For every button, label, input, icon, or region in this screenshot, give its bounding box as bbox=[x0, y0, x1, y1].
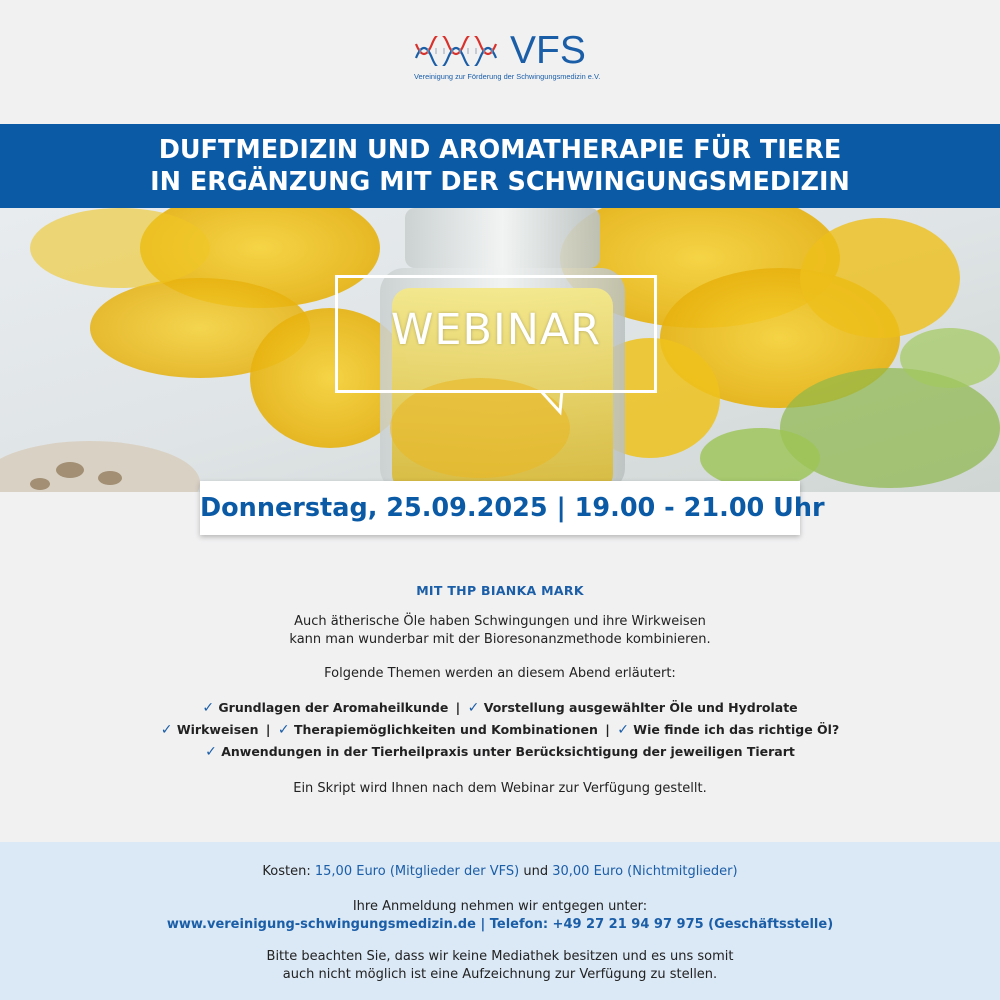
topic-item: Wie finde ich das richtige Öl? bbox=[633, 722, 840, 737]
cost-members: 15,00 Euro (Mitglieder der VFS) bbox=[314, 864, 520, 879]
topics-line-2 bbox=[0, 719, 1000, 741]
speech-bubble-tail-icon bbox=[540, 390, 580, 430]
topics-line-1 bbox=[0, 697, 1000, 719]
registration-info bbox=[0, 898, 1000, 934]
logo-name: VFS bbox=[510, 29, 586, 72]
logo-subtitle: Vereinigung zur Förderung der Schwingungsmedizin e.V. bbox=[414, 72, 601, 81]
check-icon: ✓ bbox=[617, 722, 629, 738]
topics-line-3 bbox=[0, 741, 1000, 763]
check-icon: ✓ bbox=[202, 700, 215, 716]
script-note: Ein Skript wird Ihnen nach dem Webinar zur Verfügung gestellt. bbox=[293, 781, 707, 796]
notice-line-1: Bitte beachten Sie, dass wir keine Mediathek besitzen und es uns somit bbox=[266, 949, 734, 964]
registration-contact bbox=[0, 916, 1000, 934]
topics-intro: Folgende Themen werden an diesem Abend erläutert: bbox=[324, 666, 676, 681]
phone-number[interactable]: Telefon: +49 27 21 94 97 975 (Geschäftsstelle) bbox=[489, 917, 834, 932]
title-line-2: IN ERGÄNZUNG MIT DER SCHWINGUNGSMEDIZIN bbox=[150, 167, 850, 197]
check-icon: ✓ bbox=[160, 722, 173, 738]
intro-text bbox=[0, 613, 1000, 649]
vfs-logo bbox=[414, 29, 601, 84]
presenter-name: MIT THP BIANKA MARK bbox=[416, 583, 584, 598]
intro-line-1: Auch ätherische Öle haben Schwingungen und ihre Wirkweisen bbox=[294, 614, 706, 629]
notice-line-2: auch nicht möglich ist eine Aufzeichnung zur Verfügung zu stellen. bbox=[282, 967, 718, 982]
topic-item: Anwendungen in der Tierheilpraxis unter Berücksichtigung der jeweiligen Tierart bbox=[221, 744, 795, 759]
cost-nonmembers: 30,00 Euro (Nichtmitglieder) bbox=[552, 864, 738, 879]
website-link[interactable]: www.vereinigung-schwingungsmedizin.de bbox=[166, 917, 476, 932]
title-band bbox=[0, 124, 1000, 208]
check-icon: ✓ bbox=[277, 722, 290, 738]
topic-separator: | bbox=[605, 722, 610, 737]
event-date: Donnerstag, 25.09.2025 | 19.00 - 21.00 Uhr bbox=[200, 481, 800, 535]
topic-separator: | bbox=[265, 722, 271, 737]
contact-separator: | bbox=[480, 917, 486, 932]
topics-list bbox=[0, 697, 1000, 763]
topic-separator: | bbox=[455, 700, 461, 715]
title-line-1: DUFTMEDIZIN UND AROMATHERAPIE FÜR TIERE bbox=[158, 135, 842, 165]
registration-intro: Ihre Anmeldung nehmen wir entgegen unter: bbox=[352, 899, 648, 914]
cost-line bbox=[0, 864, 1000, 879]
webinar-label: WEBINAR bbox=[390, 305, 602, 355]
cost-label: Kosten: bbox=[262, 864, 311, 879]
recording-notice bbox=[0, 948, 1000, 984]
check-icon: ✓ bbox=[205, 744, 217, 760]
dna-wave-icon bbox=[414, 36, 506, 66]
check-icon: ✓ bbox=[467, 700, 480, 716]
topic-item: Therapiemöglichkeiten und Kombinationen bbox=[293, 722, 598, 737]
topic-item: Grundlagen der Aromaheilkunde bbox=[218, 700, 449, 715]
topic-item: Wirkweisen bbox=[176, 722, 259, 737]
topic-item: Vorstellung ausgewählter Öle und Hydrolate bbox=[483, 700, 798, 715]
cost-and: und bbox=[523, 864, 549, 879]
intro-line-2: kann man wunderbar mit der Bioresonanzmethode kombinieren. bbox=[289, 632, 711, 647]
footer-info bbox=[0, 842, 1000, 1000]
